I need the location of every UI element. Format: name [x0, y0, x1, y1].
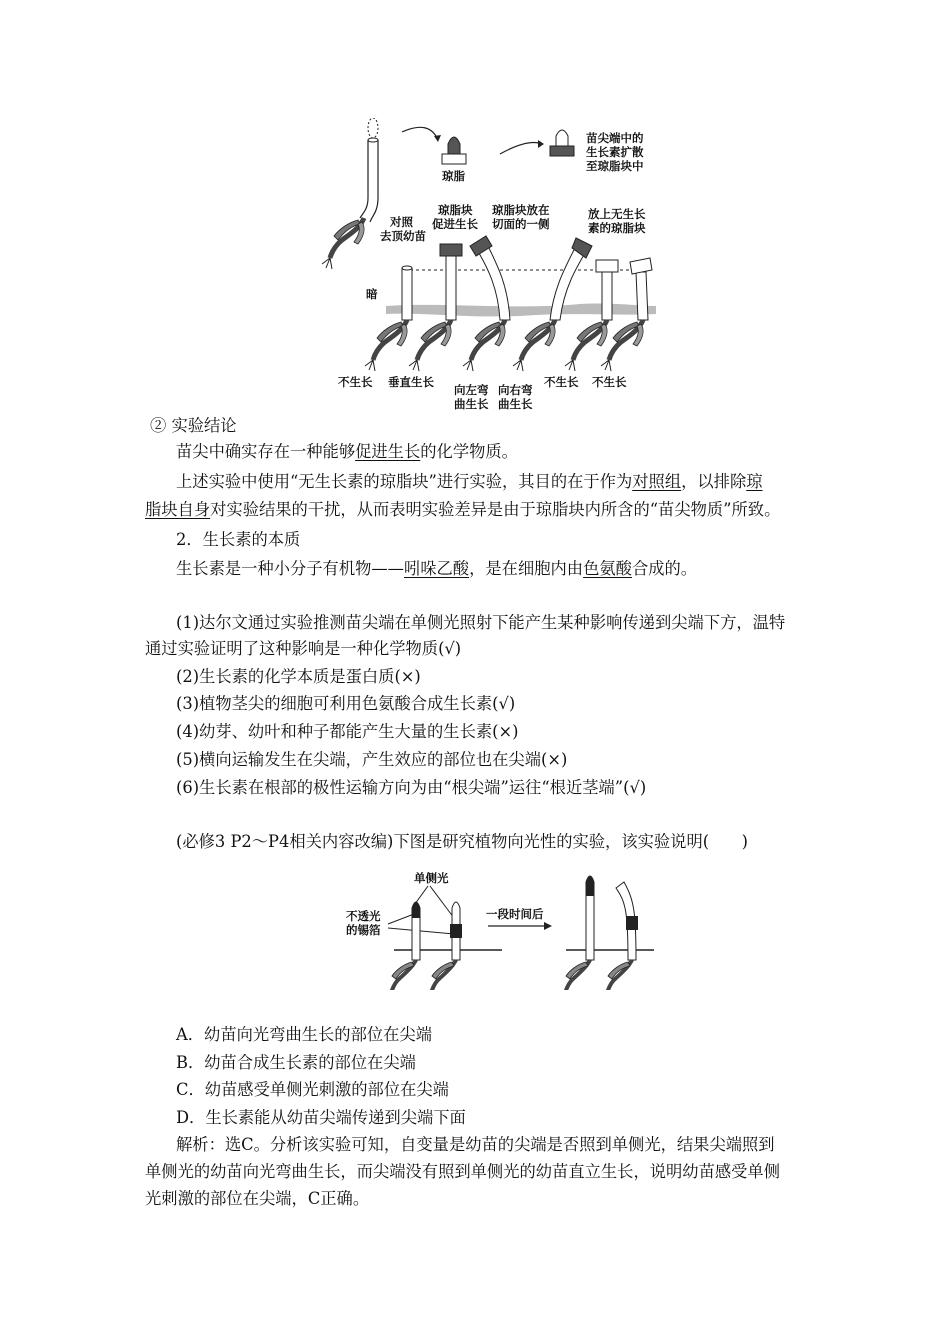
result-3a: 向左弯 — [454, 383, 489, 397]
arrow-2 — [500, 142, 542, 154]
result-5: 不生长 — [544, 375, 579, 389]
result-6: 不生长 — [592, 375, 627, 389]
conclusion-p1: 苗尖中确实存在一种能够促进生长的化学物质。 — [176, 442, 518, 461]
result-2: 垂直生长 — [388, 375, 434, 389]
result-4a: 向右弯 — [498, 383, 533, 397]
arrow-1 — [402, 127, 438, 140]
judgment-2: (2)生长素的化学本质是蛋白质(×) — [176, 667, 421, 686]
diffuse-label-3: 至琼脂块中 — [586, 159, 644, 173]
result-1: 不生长 — [338, 375, 373, 389]
foil-label-2: 的锡箔 — [346, 923, 381, 937]
side-label-1: 琼脂块放在 — [492, 203, 550, 217]
essence-heading: 2．生长素的本质 — [176, 530, 301, 549]
side-label-2: 切面的一侧 — [492, 217, 550, 231]
went-experiment-figure — [320, 118, 670, 416]
option-d: D．生长素能从幼苗尖端传递到尖端下面 — [176, 1108, 466, 1127]
judgment-1b: 通过实验证明了这种影响是一种化学物质(√) — [145, 639, 462, 658]
analysis-line-1: 解析：选C。分析该实验可知，自变量是幼苗的尖端是否照到单侧光，结果尖端照到 — [176, 1135, 775, 1154]
decapitated-tip-seedling — [322, 118, 378, 269]
essence-p: 生长素是一种小分子有机物——吲哚乙酸，是在细胞内由色氨酸合成的。 — [176, 559, 698, 578]
none-label-1: 放上无生长 — [588, 207, 646, 221]
judgment-6: (6)生长素在根部的极性运输方向为由“根尖端”运往“根近茎端”(√) — [176, 778, 647, 797]
agar-label: 琼脂 — [442, 169, 465, 183]
control-label-1: 对照 — [390, 215, 413, 229]
judgment-5: (5)横向运输发生在尖端，产生效应的部位也在尖端(×) — [176, 750, 568, 769]
seedling-bend-left — [463, 236, 510, 371]
ground-band — [386, 303, 656, 316]
time-label: 一段时间后 — [486, 907, 544, 921]
seedling-foil-below — [424, 902, 462, 990]
option-c: C．幼苗感受单侧光刺激的部位在尖端 — [176, 1080, 449, 1099]
control-label-2: 去顶幼苗 — [380, 229, 426, 243]
dark-label: 暗 — [366, 287, 378, 301]
option-b: B．幼苗合成生长素的部位在尖端 — [176, 1053, 416, 1072]
promote-label-1: 琼脂块 — [438, 203, 473, 217]
seedling-bent-result — [600, 882, 638, 990]
none-label-2: 素的琼脂块 — [588, 221, 646, 235]
conclusion-p2-line1: 上述实验中使用“无生长素的琼脂块”进行实验，其目的在于作为对照组，以排除琼 — [176, 472, 763, 491]
phototropism-figure — [330, 868, 660, 990]
question-stem: (必修3 P2～P4相关内容改编)下图是研究植物向光性的实验，该实验说明( ) — [176, 832, 749, 851]
analysis-line-2: 单侧光的幼苗向光弯曲生长，而尖端没有照到单侧光的幼苗直立生长，说明幼苗感受单侧 — [145, 1162, 780, 1181]
seedling-foil-tip — [384, 902, 420, 990]
unilateral-light-label: 单侧光 — [414, 871, 449, 885]
result-4b: 曲生长 — [498, 397, 533, 411]
diffuse-label-2: 生长素扩散 — [586, 145, 644, 159]
promote-label-2: 促进生长 — [432, 217, 478, 231]
tip-on-agar — [442, 137, 466, 164]
agar-with-auxin — [550, 130, 574, 156]
foil-label-1: 不透光 — [346, 909, 381, 923]
judgment-1a: (1)达尔文通过实验推测苗尖端在单侧光照射下能产生某种影响传递到尖端下方，温特 — [176, 613, 786, 632]
analysis-line-3: 光刺激的部位在尖端，C正确。 — [145, 1189, 370, 1208]
judgment-3: (3)植物茎尖的细胞可利用色氨酸合成生长素(√) — [176, 694, 516, 713]
seedling-control — [365, 266, 412, 371]
seedling-straight-result — [558, 876, 594, 990]
conclusion-p2-line2: 脂块自身对实验结果的干扰，从而表明实验差异是由于琼脂块内所含的“苗尖物质”所致。 — [145, 500, 781, 519]
judgment-4: (4)幼芽、幼叶和种子都能产生大量的生长素(×) — [176, 722, 519, 741]
diffuse-label-1: 苗尖端中的 — [586, 131, 644, 145]
option-a: A．幼苗向光弯曲生长的部位在尖端 — [176, 1025, 432, 1044]
conclusion-heading: ② 实验结论 — [150, 416, 237, 435]
result-3b: 曲生长 — [454, 397, 489, 411]
